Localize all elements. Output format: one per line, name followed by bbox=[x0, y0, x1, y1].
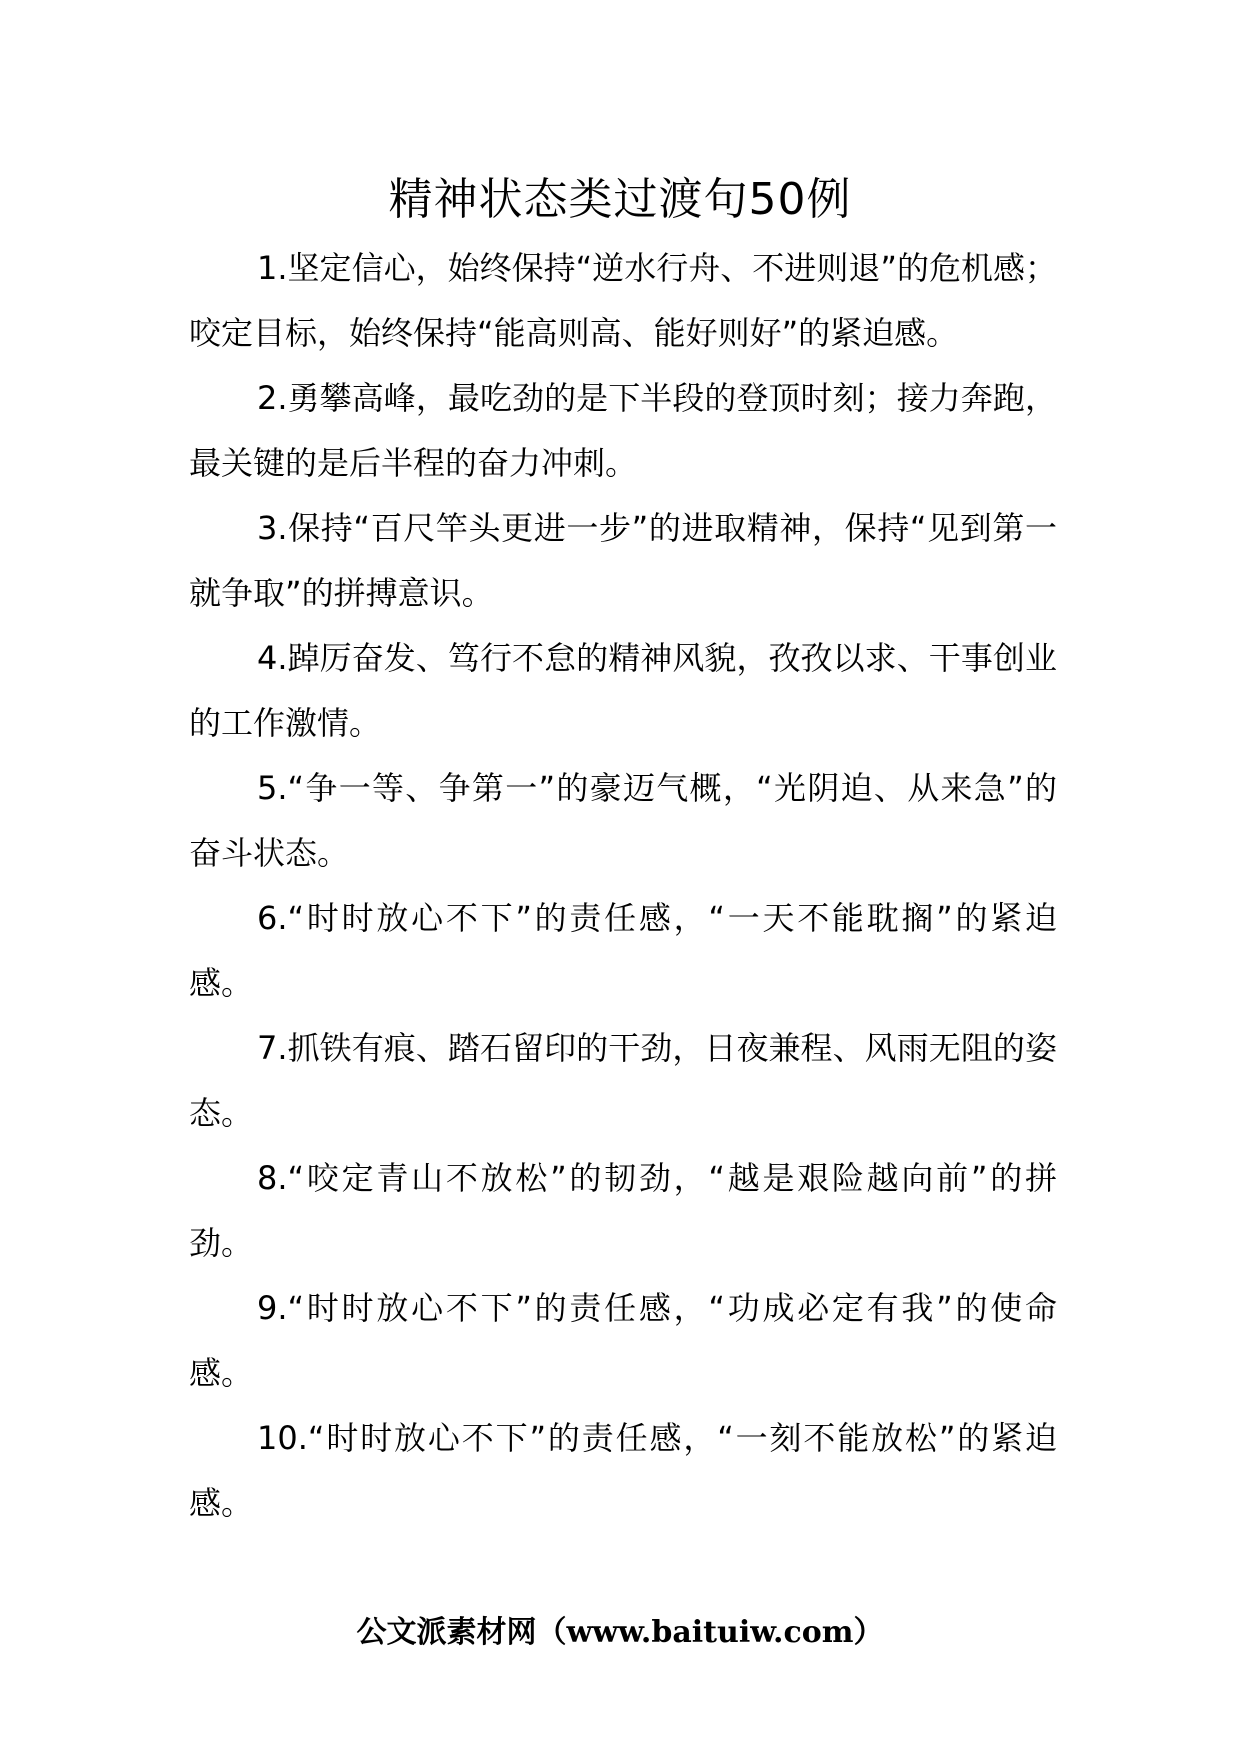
list-item: 4.踔厉奋发、笃行不怠的精神风貌，孜孜以求、干事创业的工作激情。 bbox=[189, 639, 1057, 742]
list-item: 6.“时时放心不下”的责任感，“一天不能耽搁”的紧迫感。 bbox=[189, 899, 1057, 1002]
list-item: 8.“咬定青山不放松”的韧劲，“越是艰险越向前”的拼劲。 bbox=[189, 1159, 1057, 1262]
list-item: 10.“时时放心不下”的责任感，“一刻不能放松”的紧迫感。 bbox=[189, 1419, 1057, 1522]
list-item: 1.坚定信心，始终保持“逆水行舟、不进则退”的危机感；咬定目标，始终保持“能高则高、能好则好”的紧迫感。 bbox=[189, 249, 1057, 352]
list-item: 7.抓铁有痕、踏石留印的干劲，日夜兼程、风雨无阻的姿态。 bbox=[189, 1029, 1057, 1132]
list-item: 5.“争一等、争第一”的豪迈气概，“光阴迫、从来急”的奋斗状态。 bbox=[189, 769, 1057, 872]
document-body bbox=[189, 236, 1057, 1536]
list-item: 2.勇攀高峰，最吃劲的是下半段的登顶时刻；接力奔跑，最关键的是后半程的奋力冲刺。 bbox=[189, 379, 1057, 482]
page-title: 精神状态类过渡句50例 bbox=[388, 174, 852, 225]
footer-watermark: 公文派素材网（www.baituiw.com） bbox=[356, 1615, 884, 1650]
list-item: 9.“时时放心不下”的责任感，“功成必定有我”的使命感。 bbox=[189, 1289, 1057, 1392]
list-item: 3.保持“百尺竿头更进一步”的进取精神，保持“见到第一就争取”的拼搏意识。 bbox=[189, 509, 1057, 612]
